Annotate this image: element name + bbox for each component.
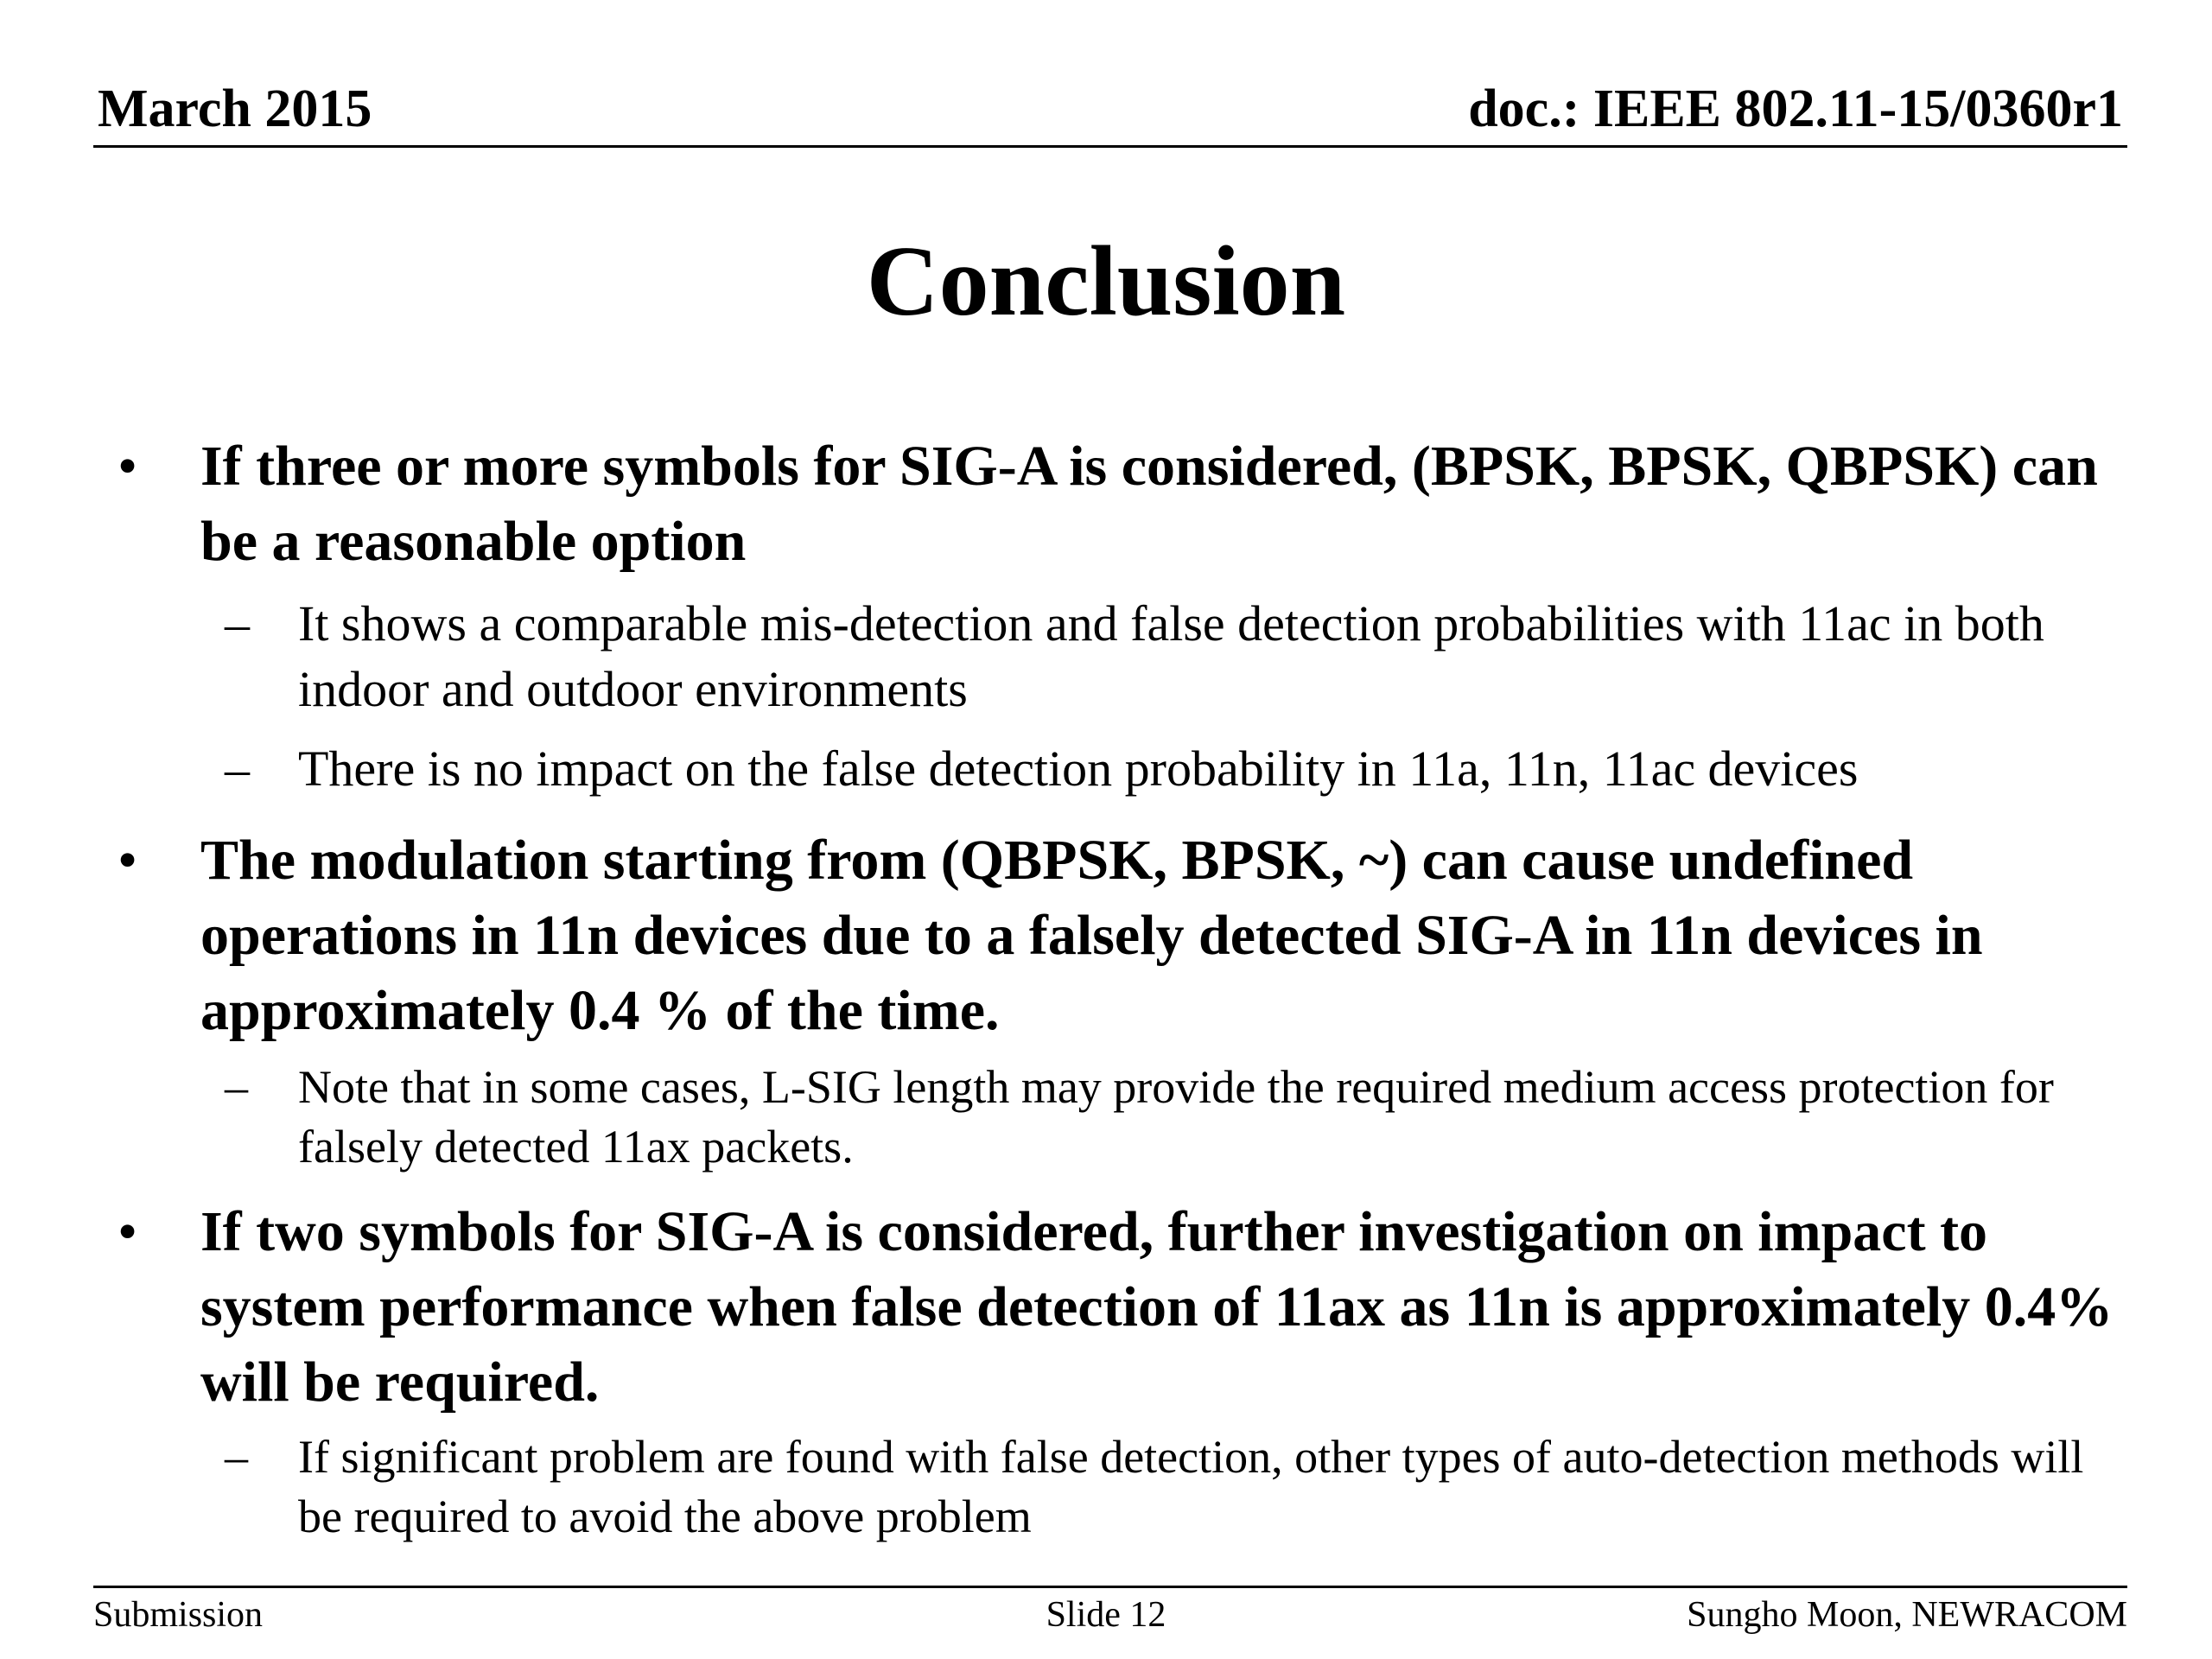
- sub-bullet-item: [225, 1058, 2130, 1177]
- sub-bullet-text: Note that in some cases, L-SIG length may provide the required medium access protection for falsely detected 11ax packets.: [298, 1061, 2054, 1173]
- sub-bullet-marker: –: [225, 1431, 248, 1483]
- sub-bullet-marker: –: [225, 741, 250, 797]
- sub-bullet-item: [225, 591, 2130, 722]
- bullet-text: If three or more symbols for SIG-A is considered, (BPSK, BPSK, QBPSK) can be a reasonable option: [200, 435, 2098, 573]
- sub-bullet-item: [225, 1427, 2130, 1547]
- footer-divider: [93, 1586, 2127, 1588]
- header-doc-id: doc.: IEEE 802.11-15/0360r1: [1468, 79, 2123, 138]
- sub-bullet-text: There is no impact on the false detection probability in 11a, 11n, 11ac devices: [298, 741, 1859, 797]
- bullet-marker: •: [118, 1200, 138, 1263]
- bullet-item: [118, 823, 2119, 1048]
- bullet-marker: •: [118, 435, 138, 498]
- sub-bullet-text: It shows a comparable mis-detection and false detection probabilities with 11ac in both indoor and outdoor environments: [298, 595, 2044, 717]
- sub-bullet-text: If significant problem are found with false detection, other types of auto-detection methods will be required to avoid the above problem: [298, 1431, 2084, 1542]
- sub-bullet-item: [225, 736, 2130, 802]
- sub-bullet-marker: –: [225, 595, 250, 652]
- bullet-item: [118, 1194, 2119, 1420]
- bullet-text: If two symbols for SIG-A is considered, further investigation on impact to system performance when false detection of 11ax as 11n is approximately 0.4% will be required.: [200, 1200, 2113, 1414]
- bullet-marker: •: [118, 829, 138, 892]
- bullet-text: The modulation starting from (QBPSK, BPSK, ~) can cause undefined operations in 11n devices due to a falsely detected SIG-A in 11n devices in approximately 0.4 % of the time.: [200, 829, 1983, 1042]
- footer-slide-number: Slide 12: [1046, 1595, 1166, 1635]
- slide-title: Conclusion: [866, 226, 1346, 337]
- footer-author: Sungho Moon, NEWRACOM: [1687, 1595, 2127, 1635]
- sub-bullet-marker: –: [225, 1061, 248, 1113]
- bullet-item: [118, 429, 2119, 579]
- header-date: March 2015: [98, 79, 372, 138]
- footer-submission: Submission: [93, 1595, 264, 1635]
